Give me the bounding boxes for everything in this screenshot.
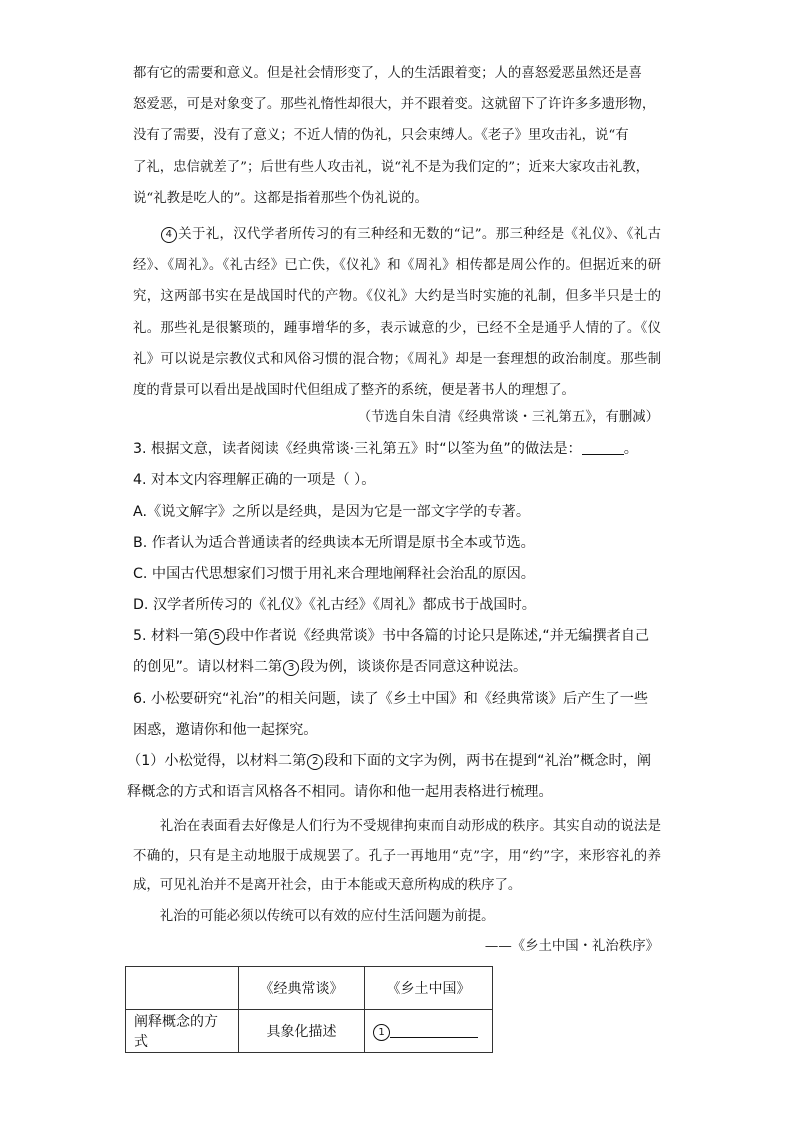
question-3 xyxy=(133,434,661,465)
table-row xyxy=(126,967,493,1010)
question-5-text-c: 段为例，谈谈你是否同意这种说法。 xyxy=(300,658,528,675)
quote-source: ——《乡土中国・礼治秩序》 xyxy=(484,939,659,954)
paragraph-4-text: 关于礼，汉代学者所传习的有三种经和无数的“记”。那三种经是《礼仪》、《礼古经》、《周礼》。《礼古经》已亡佚，《仪礼》和《周礼》相传都是周公作的。但据近来的研究，这两部书实在是战国时代的产物。《仪礼》大约是当时实施的礼制，但多半只是士的礼。那些礼是很繁琐的，踵事增华的多，表示诚意的少，已经不全是通乎人情的了。《仪礼》可以说是宗教仪式和风俗习惯的混合物；《周礼》却是一套理想的政治制度。那些制度的背景可以看出是战国时代但组成了整齐的系统，便是著书人的理想了。 xyxy=(133,227,661,399)
answer-blank[interactable] xyxy=(582,440,624,455)
table-header-empty xyxy=(126,967,239,1010)
option-a: A.《说文解字》之所以是经典，是因为它是一部文字学的专著。 xyxy=(133,504,531,520)
source-citation: （节选自朱自清《经典常谈・三礼第五》，有删减） xyxy=(357,410,659,425)
quote-paragraph-1: 礼治在表面看去好像是人们行为不受规律拘束而自动形成的秩序。其实自动的说法是不确的，只有是主动地服于成规罢了。孔子一再地用“克”字，用“约”字，来形容礼的养成，可见礼治并不是离开社会，由于本能或天意所构成的秩序了。 xyxy=(133,819,661,893)
question-5-text-a: 5. 材料一第 xyxy=(133,628,208,644)
question-4: 4. 对本文内容理解正确的一项是（ ）。 xyxy=(133,472,376,488)
question-6-1-text-b: 段和下面的文字为例，两书在提到“礼治”概念时，阐释概念的方式和语言风格各不相同。请你和他一起用表格进行梳理。 xyxy=(127,753,652,800)
table-row xyxy=(126,1010,493,1053)
passage-line: 说“礼教是吃人的”。这都是指着那些个伪礼说的。 xyxy=(133,190,428,206)
passage-line: 怒爱恶，可是对象变了。那些礼惰性却很大，并不跟着变。这就留下了许许多多遗形物， xyxy=(133,97,656,113)
question-3-end: 。 xyxy=(623,441,638,457)
passage-line: 了礼，忠信就差了”；后世有些人攻击礼，说“礼不是为我们定的”；近来大家攻击礼教， xyxy=(133,159,649,175)
table-row-label: 阐释概念的方式 xyxy=(126,1010,239,1053)
answer-blank[interactable] xyxy=(390,1022,478,1038)
question-5-text-b: 段中作者说《经典常谈》书中各篇的讨论只是陈述,“并无编撰者自己的创见”。请以材料二第 xyxy=(133,628,650,675)
comparison-table xyxy=(125,966,493,1053)
table-cell: 具象化描述 xyxy=(239,1010,365,1053)
paragraph-number-circle: 3 xyxy=(283,660,299,676)
question-6: 6. 小松要研究“礼治”的相关问题，读了《乡土中国》和《经典常谈》后产生了一些困惑，邀请你和他一起探究。 xyxy=(133,691,649,738)
quote-paragraph-2: 礼治的可能必须以传统可以有效的应付生活问题为前提。 xyxy=(159,909,495,924)
option-b: B. 作者认为适合普通读者的经典读本无所谓是原书全本或节选。 xyxy=(133,535,535,551)
paragraph-number-circle: 2 xyxy=(307,754,323,770)
question-6-1 xyxy=(127,746,661,807)
table-header-jingdian: 《经典常谈》 xyxy=(239,967,365,1010)
question-3-text: 3. 根据文意，读者阅读《经典常谈·三礼第五》时“以筌为鱼”的做法是： xyxy=(133,441,582,457)
option-d: D. 汉学者所传习的《礼仪》《礼古经》《周礼》都成书于战国时。 xyxy=(133,597,536,613)
question-6-1-text-a: （1）小松觉得，以材料二第 xyxy=(127,753,307,769)
paragraph-4 xyxy=(133,219,661,406)
paragraph-number-circle: 4 xyxy=(161,227,177,243)
paragraph-number-circle: 5 xyxy=(209,629,225,645)
question-5 xyxy=(133,621,661,682)
option-c: C. 中国古代思想家们习惯于用礼来合理地阐释社会治乱的原因。 xyxy=(133,566,535,582)
passage-line: 都有它的需要和意义。但是社会情形变了，人的生活跟着变；人的喜怒爱恶虽然还是喜 xyxy=(133,66,642,81)
table-header-xiangtu: 《乡土中国》 xyxy=(365,967,493,1010)
passage-continued xyxy=(133,58,661,214)
table-answer-cell[interactable] xyxy=(365,1010,493,1053)
passage-line: 没有了需要，没有了意义；不近人情的伪礼，只会束缚人。《老子》里攻击礼，说“有 xyxy=(133,128,629,144)
answer-number-circle: 1 xyxy=(373,1024,390,1041)
